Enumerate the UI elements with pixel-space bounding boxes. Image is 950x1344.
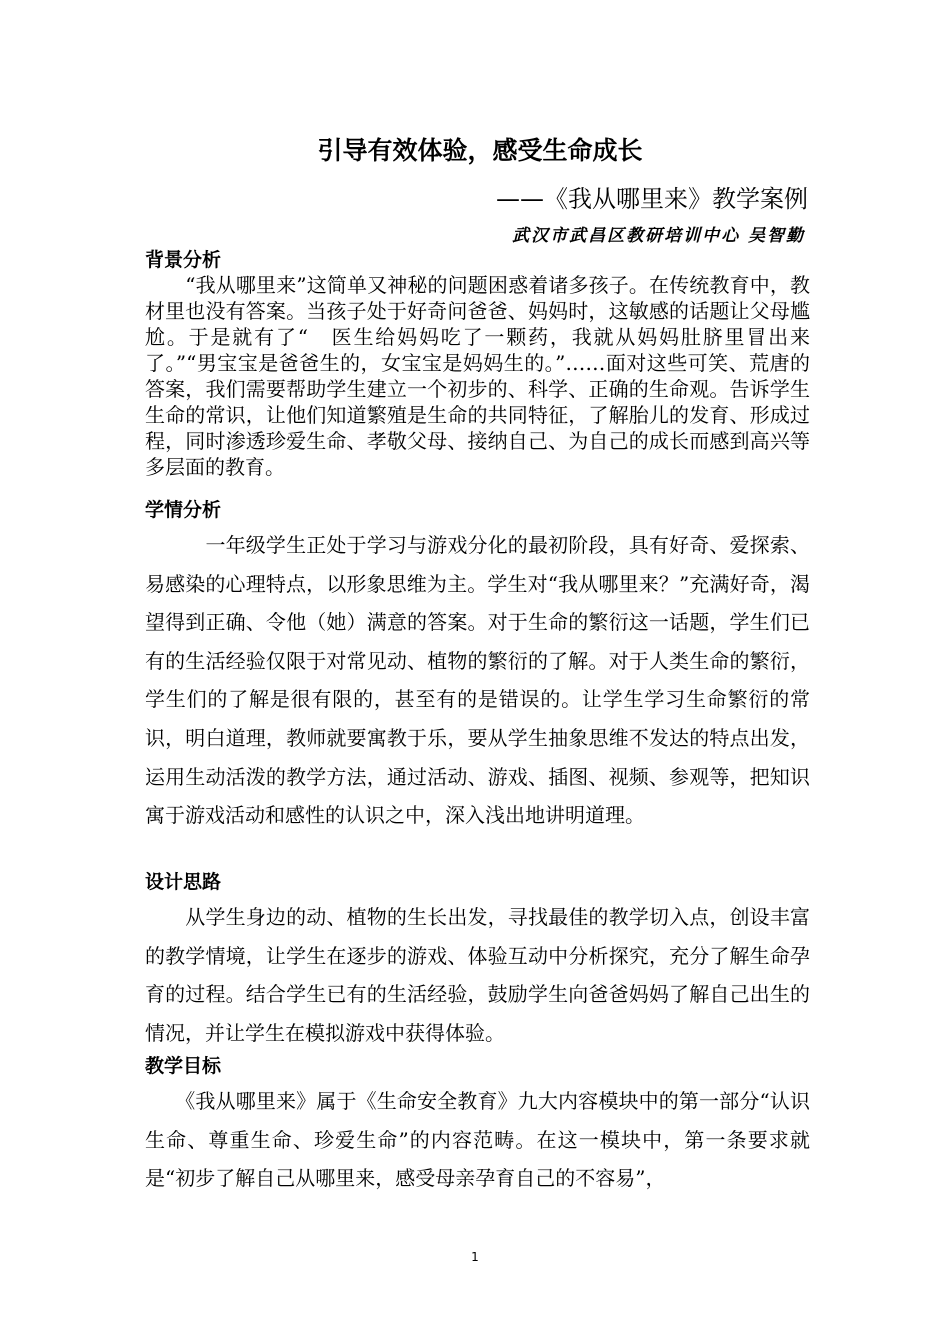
section-heading-teaching-goals: 教学目标 <box>145 1055 222 1077</box>
document-title: 引导有效体验，感受生命成长 <box>317 136 643 165</box>
section-paragraph-teaching-goals: 《我从哪里来》属于《生命安全教育》九大内容模块中的第一部分“认识生命、尊重生命、珍爱生命”的内容范畴。在这一模块中，第一条要求就是“初步了解自己从哪里来，感受母亲孕育自己的不容易”， <box>145 1089 810 1191</box>
section-paragraph-background: “我从哪里来”这简单又神秘的问题困惑着诸多孩子。在传统教育中，教材里也没有答案。当孩子处于好奇问爸爸、妈妈时，这敏感的话题让父母尴尬。于是就有了“ 医生给妈妈吃了一颗药，我就从妈妈肚脐里冒出来了。”“男宝宝是爸爸生的，女宝宝是妈妈生的。”……面对这些可笑、荒唐的答案，我们需要帮助学生建立一个初步的、科学、正确的生命观。告诉学生生命的常识，让他们知道繁殖是生命的共同特征，了解胎儿的发育、形成过程，同时渗透珍爱生命、孝敬父母、接纳自己、为自己的成长而感到高兴等多层面的教育。 <box>145 273 810 479</box>
section-heading-design-idea: 设计思路 <box>145 871 222 893</box>
section-heading-student-analysis: 学情分析 <box>145 499 222 521</box>
author-line: 武汉市武昌区教研培训中心 吴智勤 <box>512 226 805 246</box>
document-subtitle: ——《我从哪里来》教学案例 <box>496 185 808 213</box>
section-paragraph-design-idea: 从学生身边的动、植物的生长出发，寻找最佳的教学切入点，创设丰富的教学情境，让学生在逐步的游戏、体验互动中分析探究，充分了解生命孕育的过程。结合学生已有的生活经验，鼓励学生向爸爸妈妈了解自己出生的情况，并让学生在模拟游戏中获得体验。 <box>145 905 810 1045</box>
page-number: 1 <box>471 1250 479 1264</box>
section-heading-background: 背景分析 <box>145 249 222 271</box>
section-paragraph-student-analysis: 一年级学生正处于学习与游戏分化的最初阶段，具有好奇、爱探索、易感染的心理特点，以形象思维为主。学生对“我从哪里来？”充满好奇，渴望得到正确、令他（她）满意的答案。对于生命的繁衍这一话题，学生们已有的生活经验仅限于对常见动、植物的繁衍的了解。对于人类生命的繁衍，学生们的了解是很有限的，甚至有的是错误的。让学生学习生命繁衍的常识，明白道理，教师就要寓教于乐，要从学生抽象思维不发达的特点出发，运用生动活泼的教学方法，通过活动、游戏、插图、视频、参观等，把知识寓于游戏活动和感性的认识之中，深入浅出地讲明道理。 <box>145 533 810 828</box>
